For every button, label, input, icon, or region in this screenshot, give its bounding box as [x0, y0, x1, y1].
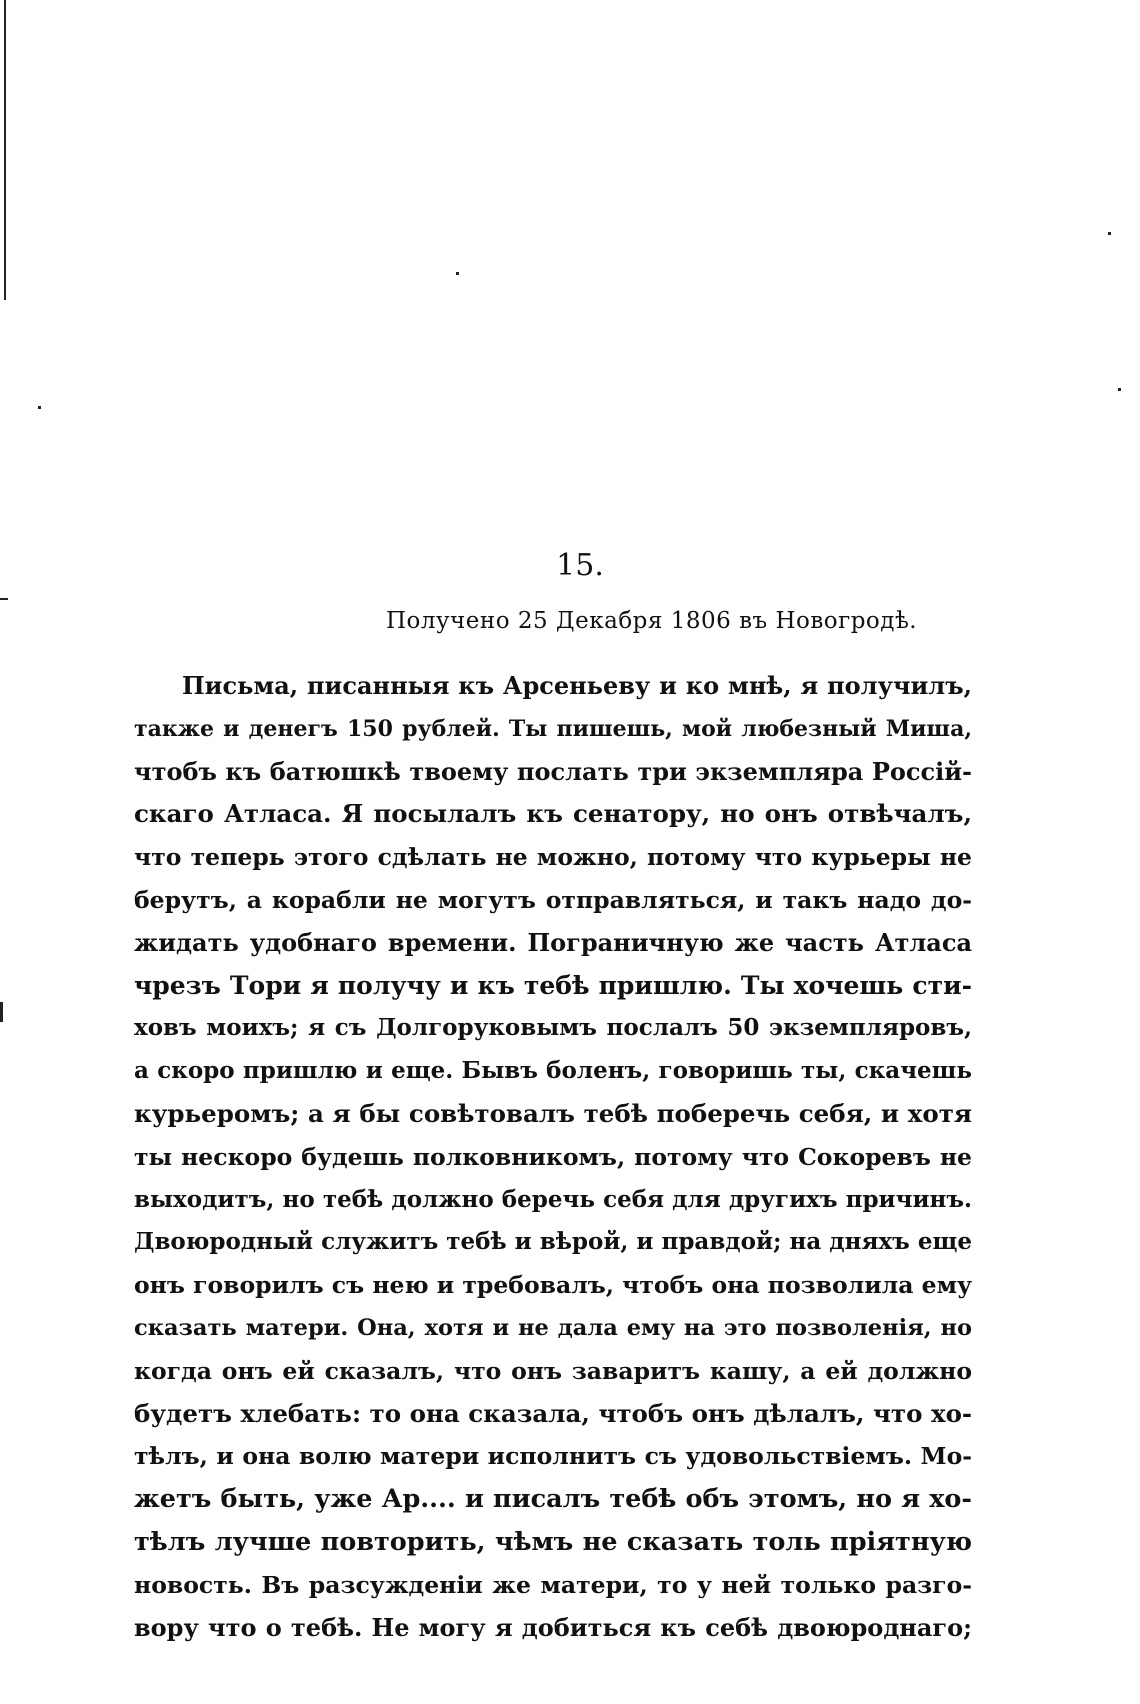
text-line: а скоро пришлю и еще. Бывъ боленъ, говоришь ты, скачешь [134, 1057, 972, 1085]
text-line: чрезъ Тори я получу и къ тебѣ пришлю. Ты хочешь сти- [134, 970, 972, 1000]
text-line: вору что о тебѣ. Не могу я добиться къ себѣ двоюроднаго; [134, 1612, 972, 1642]
scan-speck [1118, 388, 1121, 391]
text-line: чтобъ къ батюшкѣ твоему послать три экземпляра Россій- [134, 756, 972, 786]
text-line: Письма, писанныя къ Арсеньеву и ко мнѣ, я получилъ, [182, 671, 972, 700]
text-line: берутъ, а корабли не могутъ отправляться, и такъ надо до- [134, 885, 972, 914]
text-line: жидать удобнаго времени. Пограничную же часть Атласа [134, 927, 972, 957]
scan-speck [456, 272, 459, 275]
text-line: когда онъ ей сказалъ, что онъ заваритъ кашу, а ей должно [134, 1356, 972, 1385]
scan-speck [0, 598, 8, 600]
scan-speck [38, 406, 41, 409]
text-line: онъ говорилъ съ нею и требовалъ, чтобъ она позволила ему [134, 1271, 972, 1300]
scan-speck [1108, 232, 1111, 235]
letter-body [134, 665, 972, 1649]
text-line: тѣлъ лучше повторить, чѣмъ не сказать толь пріятную [134, 1526, 972, 1557]
text-line: новость. Въ разсужденіи же матери, то у ней только разго- [134, 1570, 972, 1599]
received-note: Получено 25 Декабря 1806 въ Новогродѣ. [386, 608, 918, 634]
text-line: ты нескоро будешь полковникомъ, потому что Сокоревъ не [134, 1142, 972, 1171]
text-line: выходитъ, но тебѣ должно беречь себя для другихъ причинъ. [134, 1185, 972, 1213]
text-line: также и денегъ 150 рублей. Ты пишешь, мой любезный Миша, [134, 715, 972, 742]
letter-number: 15. [556, 548, 604, 583]
scan-speck [0, 1002, 3, 1022]
text-line: будетъ хлебать: то она сказала, чтобъ онъ дѣлалъ, что хо- [134, 1398, 972, 1428]
text-line: ховъ моихъ; я съ Долгоруковымъ послалъ 50 экземпляровъ, [134, 1014, 972, 1042]
text-line: скаго Атласа. Я посылалъ къ сенатору, но онъ отвѣчалъ, [134, 799, 972, 829]
scan-edge-line [4, 0, 6, 300]
text-line: Двоюродный служитъ тебѣ и вѣрой, и правдой; на дняхъ еще [134, 1228, 972, 1256]
text-line: жетъ быть, уже Ар.... и писалъ тебѣ объ этомъ, но я хо- [134, 1484, 972, 1515]
text-line: курьеромъ; а я бы совѣтовалъ тебѣ поберечь себя, и хотя [134, 1098, 972, 1128]
text-line: сказать матери. Она, хотя и не дала ему на это позволенія, но [134, 1314, 972, 1341]
text-line: что теперь этого сдѣлать не можно, потому что курьеры не [134, 843, 972, 872]
text-line: тѣлъ, и она волю матери исполнитъ съ удовольствіемъ. Мо- [134, 1442, 972, 1471]
